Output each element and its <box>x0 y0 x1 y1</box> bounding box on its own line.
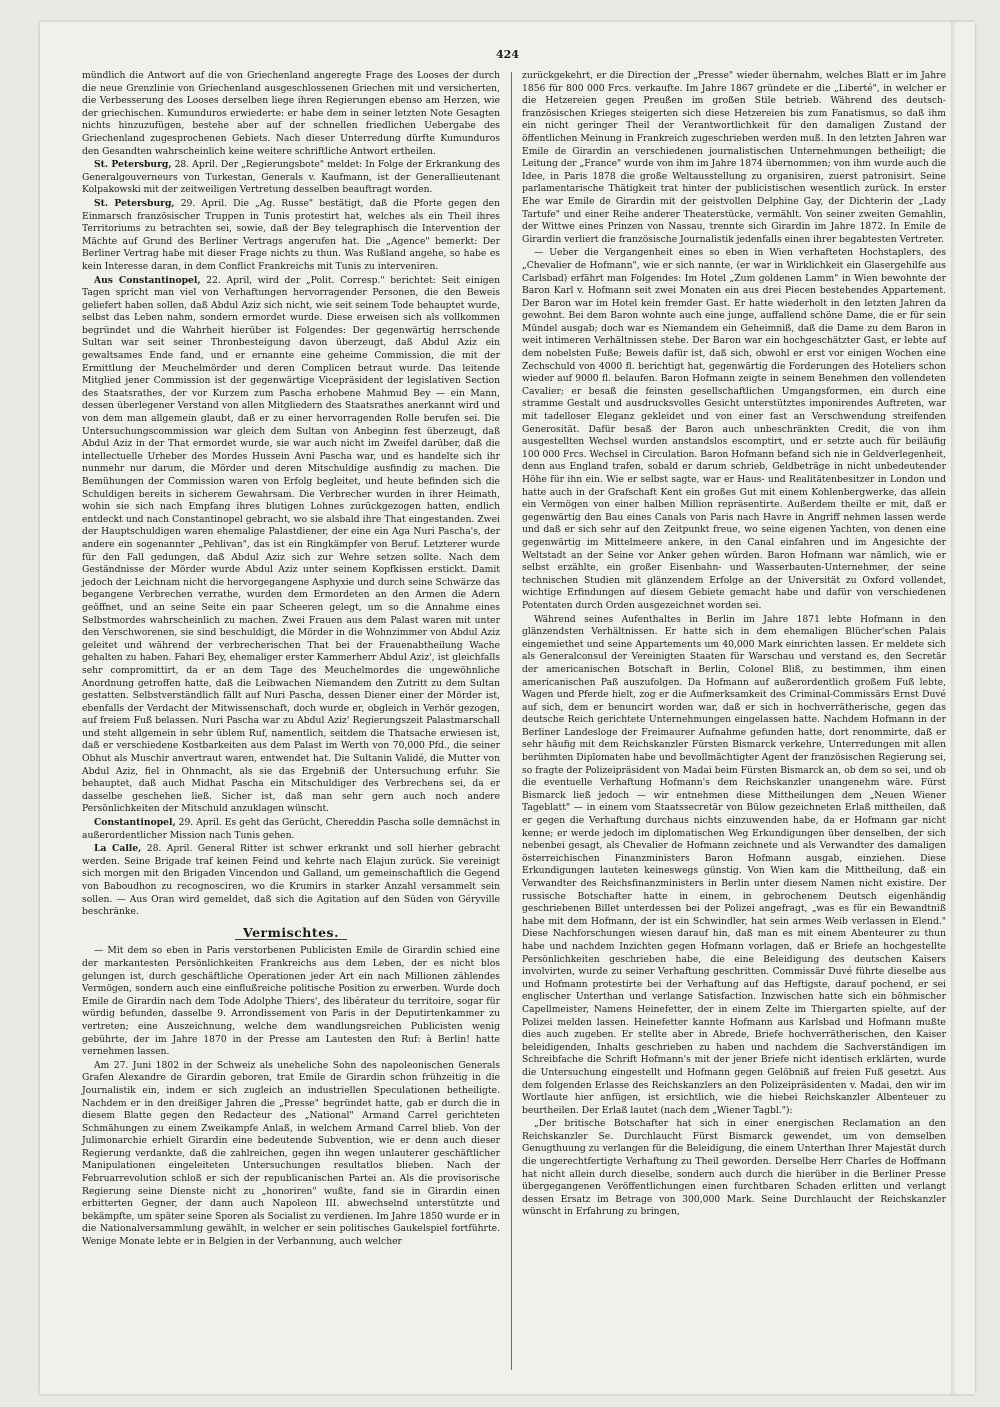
news-text: 28. April. Der „Regierungsbote" meldet: In Folge der Erkrankung des Generalgouverneurs von Turkestan, Generals v. Kaufmann, ist der Generallieutenant Kolpakowski mit der zeitweiligen Vertretung desselben beauftragt worden. <box>82 159 501 196</box>
article-paragraph: mündlich die Antwort auf die von Griechenland angeregte Frage des Looses der durch die neue Grenzlinie von Griechenland ausgeschlossenen Griechen mit und versicherten, die Verbesserung des Looses derselben liege ihren Regierungen ebenso am Herzen, wie der griechischen. Kumunduros erwiederte: er habe dem in seiner letzten Note Gesagten nichts hinzuzufügen, bestehe aber auf der schnellen friedlichen Uebergabe des Griechenland zugesprochenen Gebiets. Nach dieser Unterredung dürfte Kumunduros den Gesandten wahrscheinlich keine weitere schriftliche Antwort ertheilen. <box>82 70 500 157</box>
news-text: 22. April, wird der „Polit. Corresp." berichtet: Seit einigen Tagen spricht man viel von Verhaftungen hervorragender Personen, die den Beweis geliefert haben sollen, daß Abdul Aziz sich nicht, wie seit seinem Tode behauptet wurde, selbst das Leben nahm, sondern ermordet wurde. Diese erweisen sich als vollkommen begründet und die Wahrheit hierüber ist Folgendes: Der gegenwärtig herrschende Sultan war seit seiner Thronbesteigung davon überzeugt, daß Abdul Aziz ein gewaltsames Ende fand, und er ernannte eine geheime Commission, die mit der Ermittlung der Meuchelmörder und deren Complicen betraut wurde. Das leitende Mitglied jener Commission ist der gegenwärtige Vicepräsident der legislativen Section des Staatsrathes, der vor Kurzem zum Pascha erhobene Mahmud Bey — ein Mann, dessen überlegener Verstand von allen Mitgliedern des Staatsrathes anerkannt wird und von dem man allgemein glaubt, daß er zu einer hervorragenden Rolle berufen sei. Die Untersuchungscommission war gleich dem Sultan von Anbeginn fest überzeugt, daß Abdul Aziz in der That ermordet wurde, sie war auch nicht im Zweifel darüber, daß die intellectuelle Urheber des Mordes Hussein Avni Pascha war, und es handelte sich ihr nunmehr nur darum, die Mörder und deren Mitschuldige ausfindig zu machen. Die Bemühungen der Commission waren von Erfolg begleitet, und heute befinden sich die Schuldigen bereits in sicherem Gewahrsam. Die Verbrecher wurden in ihrer Heimath, wohin sie sich nach Empfang ihres blutigen Lohnes zurückgezogen hatten, endlich entdeckt und nach Constantinopel gebracht, wo sie alsbald ihre That eingestanden. Zwei der Hauptschuldigen waren ehemalige Palastdiener, der eine ein Aga Nuri Pascha's, der andere ein sogenannter „Pehlivan", das ist ein Ringkämpfer von Beruf. Letzterer wurde für den Fall gedungen, daß Abdul Aziz sich zur Wehre setzen sollte. Nach dem Geständnisse der Mörder wurde Abdul Aziz unter seinem Kopfkissen erstickt. Damit jedoch der Leichnam nicht die hervorgegangene Asphyxie und durch seine Schwärze das begangene Verbrechen verrathe, wurden dem Ermordeten an den Armen die Adern geöffnet, und an seine Seite ein paar Scheeren gelegt, um so die Annahme eines Selbstmordes wahrscheinlich zu machen. Zwei Frauen aus dem Palast waren mit unter den Verschworenen, sie sind beschuldigt, die Mörder in die Wohnzimmer von Abdul Aziz geleitet und während der verbrecherischen That bei der Frauenabtheilung Wache gehalten zu haben. Fahari Bey, ehemaliger erster Kammerherr Abdul Aziz', ist gleichfalls sehr compromittirt, da er an dem Tage des Meuchelmordes die ungewöhnliche Anordnung getroffen hatte, daß die Leibwachen Niemandem den Zutritt zu dem Sultan gestatten. Selbstverständlich fällt auf Nuri Pascha, dessen Diener einer der Mörder ist, ebenfalls der Verdacht der Mitwissenschaft, doch wurde er, obgleich in Verhör gezogen, auf freiem Fuß belassen. Nuri Pascha war zu Abdul Aziz' Regierungszeit Palastmarschall und steht allgemein in sehr üblem Ruf, namentlich, seitdem die Thatsache erwiesen ist, daß er verschiedene Kostbarkeiten aus dem Palast im Werth von 70,000 Pfd., die seiner Obhut als Muschir anvertraut waren, entwendet hat. Die Sultanin Validé, die Mutter von Abdul Aziz, fiel in Ohnmacht, als sie das Ergebniß der Untersuchung erfuhr. Sie behauptet, daß auch Midhat Pascha ein Mitschuldiger des Verbrechens sei, da er dasselbe geschehen ließ. Sicher ist, daß man sehr gern auch noch andere Persönlichkeiten der Mitschuld anzuklagen wünscht. <box>82 274 500 815</box>
news-item-la-calle <box>82 843 500 919</box>
newspaper-page <box>40 22 975 1394</box>
page-edge-shadow <box>951 22 957 1394</box>
column-divider <box>511 72 512 1370</box>
article-paragraph: „Der britische Botschafter hat sich in einer energischen Reclamation an den Reichskanzler Se. Durchlaucht Fürst Bismarck gewendet, um von demselben Genugthuung zu verlangen für die Beleidigung, die einem Unterthan Ihrer Majestät durch die ungerechtfertigte Verhaftung zu Theil geworden. Derselbe Herr Charles de Hoffmann hat nicht allein durch dieselbe, sondern auch durch die hierüber in die Berliner Presse übergegangenen Veröffentlichungen einen furchtbaren Schaden erlitten und verlangt dessen Ersatz im Betrage von 300,000 Mark. Seine Durchlaucht der Reichskanzler wünscht in Erfahrung zu bringen, <box>522 1118 946 1218</box>
dateline: Aus Constantinopel, <box>94 274 201 286</box>
page-number: 424 <box>496 48 519 61</box>
news-item-constantinopel-22 <box>82 275 500 817</box>
news-item-constantinopel-29 <box>82 817 500 842</box>
dateline: Constantinopel, <box>94 817 176 829</box>
news-text: 28. April. General Ritter ist schwer erkrankt und soll hierher gebracht werden. Seine Brigade traf keinen Feind und kehrte nach Elajun zurück. Sie vereinigt sich morgen mit den Brigaden Vincendon und Galland, um gemeinschaftlich die Gegend von Baboudhon zu recognosciren, wo die Krumirs in starker Anzahl versammelt sein sollen. — Aus Oran wird gemeldet, daß sich die Agitation auf den Süden von Géryville beschränke. <box>82 843 500 918</box>
right-column <box>522 70 946 1370</box>
article-paragraph: — Ueber die Vergangenheit eines so eben in Wien verhafteten Hochstaplers, des „Chevalier de Hofmann", wie er sich nannte, (er war in Wirklichkeit ein Glasergehilfe aus Carlsbad) erfährt man Folgendes: Im Hotel „Zum goldenen Lamm" in Wien bewohnte der Baron Karl v. Hofmann seit zwei Monaten ein aus drei Piecen bestehendes Appartement. Der Baron war im Hotel kein fremder Gast. Er hatte wiederholt in den letzten Jahren da gewohnt. Bei dem Baron wohnte auch eine junge, auffallend schöne Dame, die er für sein Mündel ausgab; doch war es Niemandem ein Geheimniß, daß die Dame zu dem Baron in weit intimeren Verhältnissen stehe. Der Baron war ein hochgeschätzter Gast, er lebte auf dem nobelsten Fuße; Beweis dafür ist, daß sich, obwohl er erst vor einigen Wochen eine Zechschuld von 4000 fl. berichtigt hat, gegenwärtig die Forderungen des Hoteliers schon wieder auf 9000 fl. belaufen. Baron Hofmann zeigte in seinem Benehmen den vollendeten Cavalier; er besaß die feinsten gesellschaftlichen Umgangsformen, ein durch eine stramme Gestalt und ausdrucksvolles Gesicht unterstütztes imponirendes Auftreten, war mit tadelloser Eleganz gekleidet und von einer fast an Verschwendung streifenden Generosität. Dafür besaß der Baron auch unbeschränkten Credit, die von ihm ausgestellten Wechsel wurden anstandslos escomptirt, und er setzte auch für beiläufig 100 000 Frcs. Wechsel in Circulation. Baron Hofmann befand sich nie in Geldverlegenheit, denn aus England trafen, sobald er darum schrieb, Geldbeträge in nicht unbedeutender Höhe für ihn ein. Wie er selbst sagte, war er Haus- und Realitätenbesitzer in London und hatte auch in der Grafschaft Kent ein großes Gut mit einem Kohlenbergwerke, das allein ein Vermögen von einer halben Million repräsentirte. Außerdem theilte er mit, daß er gegenwärtig den Bau eines Canals von Paris nach Havre in Angriff nehmen lassen werde und daß er sich sehr auf den Zeitpunkt freue, wo seine eigenen Yachten, von denen eine gegenwärtig im Mittelmeere ankere, in den Canal einfahren und im Angesichte der Weltstadt an der Seine vor Anker gehen würden. Baron Hofmann war nämlich, wie er selbst erzählte, ein großer Eisenbahn- und Wasserbauten-Unternehmer, der seine technischen Studien mit glänzendem Erfolge an der Universität zu Oxford vollendet, wichtige Erfindungen auf diesem Gebiete gemacht habe und dafür von verschiedenen Potentaten durch Orden ausgezeichnet worden sei. <box>522 247 946 611</box>
article-paragraph: — Mit dem so eben in Paris verstorbenen Publicisten Emile de Girardin schied eine der markantesten Persönlichkeiten Frankreichs aus dem Leben, der es nicht blos gelungen ist, durch geschäftliche Operationen jeder Art ein nach Millionen zählendes Vermögen, sondern auch eine einflußreiche politische Position zu erwerben. Wurde doch Emile de Girardin nach dem Tode Adolphe Thiers', des libérateur du territoire, sogar für würdig befunden, dasselbe 9. Arrondissement von Paris in der Deputirtenkammer zu vertreten; eine Auszeichnung, welche dem wandlungsreichen Publicisten wenig gebührte, der im Jahre 1870 in der Presse am Lautesten den Ruf: à Berlin! hatte vernehmen lassen. <box>82 945 500 1058</box>
left-column <box>82 70 500 1370</box>
article-paragraph: Am 27. Juni 1802 in der Schweiz als uneheliche Sohn des napoleonischen Generals Grafen Alexandre de Girardin geboren, trat Emile de Girardin schon frühzeitig in die Journalistik ein, indem er sich zugleich an industriellen Speculationen betheiligte. Nachdem er in den dreißiger Jahren die „Presse" begründet hatte, gab er durch die in diesem Blatte gegen den Redacteur des „National" Armand Carrel gerichteten Schmähungen zu einem Zweikampfe Anlaß, in welchem Armand Carrel blieb. Von der Julimonarchie erhielt Girardin eine bedeutende Subvention, wie er denn auch dieser Regierung verdankte, daß die zahlreichen, gegen ihn wegen unlauterer geschäftlicher Manipulationen eingeleiteten Untersuchungen resultatlos blieben. Nach der Februarrevolution schloß er sich der republicanischen Partei an. Als die provisorische Regierung seine Dienste nicht zu „honoriren" wußte, fand sie in Girardin einen erbitterten Gegner, der dann auch Napoleon III. abwechselnd unterstützte und bekämpfte, um später seine Sporen als Socialist zu verdienen. Im Jahre 1850 wurde er in die Nationalversammlung gewählt, in welcher er sein politisches Gaukelspiel fortführte. Wenige Monate lebte er in Belgien in der Verbannung, auch welcher <box>82 1059 500 1248</box>
dateline: La Calle, <box>94 843 142 855</box>
dateline: St. Petersburg, <box>94 197 175 209</box>
news-text: 29. April. Es geht das Gerücht, Chereddin Pascha solle demnächst in außerordentlicher Mission nach Tunis gehen. <box>82 817 500 841</box>
dateline: St. Petersburg, <box>94 159 172 171</box>
news-item-st-petersburg-28 <box>82 159 500 197</box>
news-text: 29. April. Die „Ag. Russe" bestätigt, daß die Pforte gegen den Einmarsch französischer Truppen in Tunis protestirt hat, welches als ein Theil ihres Territoriums zu betrachten sei, sowie, daß der Bey telegraphisch die Intervention der Mächte auf Grund des Berliner Vertrags angerufen hat. Die „Agence" bemerkt: Der Berliner Vertrag habe mit dieser Frage nichts zu thun. Was Rußland angehe, so habe es kein Interesse daran, in dem Conflict Frankreichs mit Tunis zu interveniren. <box>82 197 501 272</box>
article-paragraph: Während seines Aufenthaltes in Berlin im Jahre 1871 lebte Hofmann in den glänzendsten Verhältnissen. Er hatte sich in dem ehemaligen Blücher'schen Palais eingemiethet und seine Appartements um 40,000 Mark einrichten lassen. Er meldete sich als Generalconsul der Vereinigten Staaten für Warschau und verstand es, den Secretär der americanischen Botschaft in Berlin, Colonel Bliß, zu bestimmen, ihm einen americanischen Paß auszufolgen. Da Hofmann auf außerordentlich großem Fuß lebte, Wagen und Pferde hielt, zog er die Aufmerksamkeit des Criminal-Commissärs Ernst Duvé auf sich, dem er benuncirt worden war, daß er sich in hochverrätherische, gegen das deutsche Reich gerichtete Unternehmungen eingelassen hatte. Nachdem Hofmann in der Berliner Landesloge der Freimaurer Aufnahme gefunden hatte, dort renommirte, daß er sehr häufig mit dem Reichskanzler Fürsten Bismarck verkehre, Unterredungen mit allen berühmten Diplomaten habe und bevollmächtigter Agent der französischen Regierung sei, so fragte der Polizeipräsident von Madai beim Fürsten Bismarck an, ob dem so sei, und ob die eventuelle Verhaftung Hofmann's dem Reichskanzler unangenehm wäre. Fürst Bismarck ließ jedoch — wir entnehmen diese Mittheilungen dem „Neuen Wiener Tageblatt" — in einem vom Staatssecretär von Bülow gezeichneten Erlaß mittheilen, daß er gegen die Verhaftung durchaus nichts einzuwenden habe, da er Hofmann gar nicht kenne; er werde jedoch im diplomatischen Weg Erkundigungen über denselben, der sich nebenbei gesagt, als Chevalier de Hofmann zeichnete und als Verwandter des damaligen österreichischen Finanzministers Baron Hofmann ausgab, einziehen. Diese Erkundigungen lauteten keineswegs günstig. Von Wien kam die Mittheilung, daß ein Verwandter des Reichsfinanzministers in Berlin unter diesem Namen nicht existire. Der russische Botschafter hatte in einem, in gebrochenem Deutsch eigenhändig geschriebenen Billet unterdessen bei der Polizei angefragt, „was es für ein Bewandtniß habe mit dem Hofmann, der ist ein Schwindler, hat sein armes Weib verlassen in Elend." Diese Nachforschungen wiesen darauf hin, daß man es mit einem Abenteurer zu thun habe und nachdem Inzichten gegen Hofmann vorlagen, daß er Briefe an hochgestellte Persönlichkeiten geschrieben habe, die eine Beleidigung des deutschen Kaisers involvirten, wurde zu seiner Verhaftung geschritten. Commissär Duvé führte dieselbe aus und Hofmann protestirte bei der Verhaftung auf das Heftigste, darauf pochend, er sei englischer Unterthan und verlange Satisfaction. Inzwischen hatte sich ein böhmischer Capellmeister, Namens Heinefetter, der in einem Zelte im Thiergarten spielte, auf der Polizei melden lassen. Heinefetter kannte Hofmann aus Karlsbad und Hofmann mußte dies auch zugeben. Er stellte aber in Abrede, Briefe hochverrätherischen, den Kaiser beleidigenden, Inhalts geschrieben zu haben und nachdem die Sachverständigen im Schreibfache die Schrift Hofmann's mit der jener Briefe nicht identisch erklärten, wurde die Untersuchung eingestellt und Hofmann gegen Gelöbniß auf freien Fuß gesetzt. Aus dem folgenden Erlasse des Reichskanzlers an den Polizeipräsidenten v. Madai, den wir im Wortlaute hier anfügen, ist ersichtlich, wie die hiebei Reichskanzler Albenteuer zu beurtheilen. Der Erlaß lautet (nach dem „Wiener Tagbl."): <box>522 613 946 1116</box>
news-item-st-petersburg-29 <box>82 198 500 274</box>
article-paragraph: zurückgekehrt, er die Direction der „Presse" wieder übernahm, welches Blatt er im Jahre 1856 für 800 000 Frcs. verkaufte. Im Jahre 1867 gründete er die „Liberté", in welcher er die Hetzereien gegen Preußen im großen Stile betrieb. Während des deutsch-französischen Krieges steigerten sich diese Hetzereien bis zum Fanatismus, so daß ihm ein nicht geringer Theil der Verantwortlichkeit für den damaligen Zustand der öffentlichen Meinung in Frankreich zugeschrieben werden muß. In den letzten Jahren war Emile de Girardin an verschiedenen journalistischen Unternehmungen betheiligt; die Leitung der „France" wurde von ihm im Jahre 1874 übernommen; von ihm wurde auch die Idee, in Paris 1878 die große Weltausstellung zu organisiren, zuerst patronisirt. Seine parlamentarische Thätigkeit trat hinter der publicistischen wesentlich zurück. In erster Ehe war Emile de Girardin mit der geistvollen Delphine Gay, der Dichterin der „Lady Tartufe" und einer Reihe anderer Theaterstücke, vermählt. Von seiner zweiten Gemahlin, der Wittwe eines Prinzen von Nassau, trennte sich Girardin im Jahre 1872. In Emile de Girardin verliert die französische Journalistik jedenfalls einen ihrer begabtesten Vertreter. <box>522 70 946 245</box>
section-heading: Vermischtes. <box>82 927 500 941</box>
